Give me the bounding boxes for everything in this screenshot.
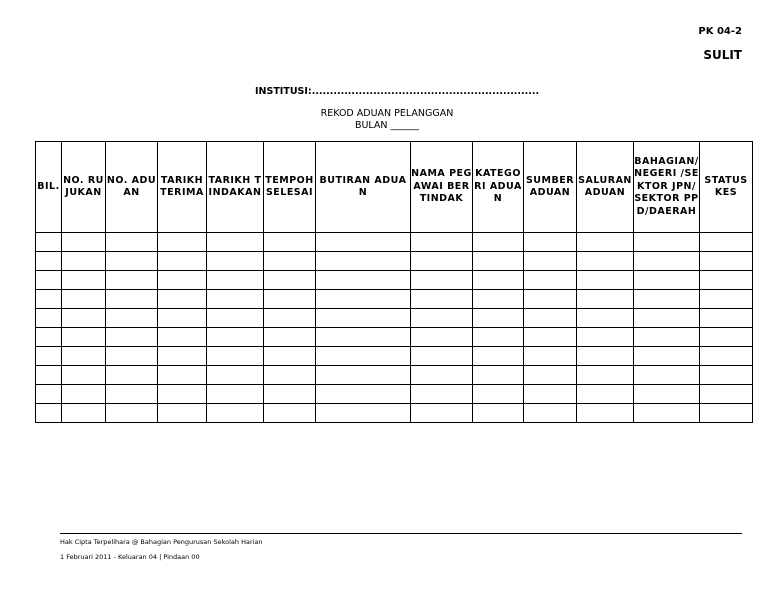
table-cell[interactable]	[411, 328, 473, 347]
table-cell[interactable]	[524, 271, 577, 290]
table-cell[interactable]	[62, 233, 106, 252]
table-cell[interactable]	[316, 252, 411, 271]
table-cell[interactable]	[106, 309, 158, 328]
column-header: TARIKH TERIMA	[158, 142, 207, 233]
table-row	[36, 347, 753, 366]
table-cell[interactable]	[634, 233, 700, 252]
table-row	[36, 252, 753, 271]
table-cell[interactable]	[473, 271, 524, 290]
column-header: KATEGORI ADUAN	[473, 142, 524, 233]
table-body	[36, 233, 753, 423]
table-cell[interactable]	[634, 347, 700, 366]
table-cell[interactable]	[207, 328, 264, 347]
table-cell[interactable]	[524, 309, 577, 328]
column-header: SUMBER ADUAN	[524, 142, 577, 233]
table-cell[interactable]	[36, 233, 62, 252]
table-cell[interactable]	[634, 328, 700, 347]
table-cell[interactable]	[411, 233, 473, 252]
table-cell[interactable]	[473, 290, 524, 309]
column-header: TARIKH TINDAKAN	[207, 142, 264, 233]
table-cell[interactable]	[36, 271, 62, 290]
table-cell[interactable]	[411, 404, 473, 423]
table-cell[interactable]	[36, 290, 62, 309]
table-cell[interactable]	[264, 252, 316, 271]
column-header: NAMA PEGAWAI BERTINDAK	[411, 142, 473, 233]
table-cell[interactable]	[158, 347, 207, 366]
table-cell[interactable]	[106, 347, 158, 366]
table-cell[interactable]	[207, 404, 264, 423]
table-cell[interactable]	[577, 271, 634, 290]
institution-field: INSTITUSI:...............................................................	[255, 86, 540, 97]
table-cell[interactable]	[264, 404, 316, 423]
form-title: REKOD ADUAN PELANGGAN	[320, 108, 454, 119]
table-row	[36, 328, 753, 347]
column-header: BAHAGIAN/ NEGERI /SEKTOR JPN/SEKTOR PPD/DAERAH	[634, 142, 700, 233]
table-cell[interactable]	[473, 385, 524, 404]
column-header: SALURAN ADUAN	[577, 142, 634, 233]
table-cell[interactable]	[411, 385, 473, 404]
table-row	[36, 271, 753, 290]
table-cell[interactable]	[634, 366, 700, 385]
table-row	[36, 366, 753, 385]
table-cell[interactable]	[473, 328, 524, 347]
table-cell[interactable]	[316, 309, 411, 328]
table-cell[interactable]	[158, 385, 207, 404]
column-header: NO. ADUAN	[106, 142, 158, 233]
table-cell[interactable]	[700, 309, 753, 328]
table-cell[interactable]	[264, 309, 316, 328]
table-cell[interactable]	[577, 252, 634, 271]
table-cell[interactable]	[106, 385, 158, 404]
table-cell[interactable]	[524, 366, 577, 385]
table-cell[interactable]	[634, 404, 700, 423]
table-cell[interactable]	[316, 290, 411, 309]
table-cell[interactable]	[106, 366, 158, 385]
table-cell[interactable]	[524, 252, 577, 271]
table-cell[interactable]	[106, 252, 158, 271]
table-cell[interactable]	[264, 366, 316, 385]
column-header: NO. RUJUKAN	[62, 142, 106, 233]
column-header: BIL.	[36, 142, 62, 233]
table-cell[interactable]	[264, 385, 316, 404]
table-cell[interactable]	[577, 309, 634, 328]
table-row	[36, 404, 753, 423]
table-cell[interactable]	[36, 347, 62, 366]
table-cell[interactable]	[158, 252, 207, 271]
complaint-record-table	[35, 141, 753, 423]
table-cell[interactable]	[634, 385, 700, 404]
footer-divider	[60, 533, 742, 534]
table-cell[interactable]	[473, 347, 524, 366]
table-cell[interactable]	[700, 252, 753, 271]
table-cell[interactable]	[106, 290, 158, 309]
table-cell[interactable]	[207, 290, 264, 309]
table-cell[interactable]	[577, 290, 634, 309]
table-row	[36, 233, 753, 252]
column-header: STATUS KES	[700, 142, 753, 233]
table-cell[interactable]	[316, 404, 411, 423]
header-row	[36, 142, 753, 233]
table-cell[interactable]	[524, 233, 577, 252]
table-cell[interactable]	[62, 252, 106, 271]
table-cell[interactable]	[106, 233, 158, 252]
table-cell[interactable]	[207, 233, 264, 252]
table-cell[interactable]	[62, 328, 106, 347]
table-cell[interactable]	[106, 404, 158, 423]
table-cell[interactable]	[577, 233, 634, 252]
table-cell[interactable]	[106, 328, 158, 347]
table-row	[36, 290, 753, 309]
table-cell[interactable]	[316, 233, 411, 252]
table-cell[interactable]	[316, 347, 411, 366]
table-cell[interactable]	[158, 328, 207, 347]
table-cell[interactable]	[264, 233, 316, 252]
table-cell[interactable]	[62, 404, 106, 423]
table-cell[interactable]	[158, 366, 207, 385]
table-cell[interactable]	[62, 290, 106, 309]
table-cell[interactable]	[411, 309, 473, 328]
table-cell[interactable]	[473, 252, 524, 271]
table-cell[interactable]	[700, 385, 753, 404]
table-cell[interactable]	[577, 385, 634, 404]
table-cell[interactable]	[158, 271, 207, 290]
table-cell[interactable]	[577, 404, 634, 423]
table-cell[interactable]	[577, 328, 634, 347]
table-cell[interactable]	[524, 385, 577, 404]
table-cell[interactable]	[316, 271, 411, 290]
table-cell[interactable]	[36, 328, 62, 347]
table-cell[interactable]	[207, 347, 264, 366]
table-cell[interactable]	[207, 309, 264, 328]
table-cell[interactable]	[36, 404, 62, 423]
table-cell[interactable]	[264, 347, 316, 366]
table-cell[interactable]	[473, 366, 524, 385]
table-row	[36, 385, 753, 404]
column-header: TEMPOH SELESAI	[264, 142, 316, 233]
table-cell[interactable]	[577, 347, 634, 366]
table-cell[interactable]	[106, 271, 158, 290]
month-field: BULAN ______	[354, 120, 420, 131]
table-cell[interactable]	[158, 290, 207, 309]
table-cell[interactable]	[62, 385, 106, 404]
table-cell[interactable]	[577, 366, 634, 385]
table-cell[interactable]	[207, 366, 264, 385]
table-cell[interactable]	[634, 271, 700, 290]
table-cell[interactable]	[700, 328, 753, 347]
table-cell[interactable]	[411, 347, 473, 366]
table-row	[36, 309, 753, 328]
table-cell[interactable]	[62, 309, 106, 328]
table-cell[interactable]	[62, 366, 106, 385]
table-cell[interactable]	[207, 385, 264, 404]
table-cell[interactable]	[158, 233, 207, 252]
column-header: BUTIRAN ADUAN	[316, 142, 411, 233]
table-cell[interactable]	[36, 309, 62, 328]
table-cell[interactable]	[700, 366, 753, 385]
document-code: PK 04-2	[698, 26, 742, 37]
table-cell[interactable]	[473, 309, 524, 328]
form-title-block	[300, 108, 474, 132]
table-cell[interactable]	[36, 252, 62, 271]
table-cell[interactable]	[264, 290, 316, 309]
table-cell[interactable]	[473, 233, 524, 252]
table-cell[interactable]	[264, 271, 316, 290]
table-cell[interactable]	[411, 366, 473, 385]
table-cell[interactable]	[634, 252, 700, 271]
table-cell[interactable]	[524, 290, 577, 309]
footer-copyright: Hak Cipta Terpelihara @ Bahagian Pengurusan Sekolah Harian	[60, 538, 263, 546]
table-cell[interactable]	[62, 347, 106, 366]
table-cell[interactable]	[700, 233, 753, 252]
table-cell[interactable]	[700, 347, 753, 366]
table-cell[interactable]	[411, 290, 473, 309]
table-cell[interactable]	[634, 290, 700, 309]
table-cell[interactable]	[36, 385, 62, 404]
table-cell[interactable]	[62, 271, 106, 290]
table-cell[interactable]	[316, 366, 411, 385]
table-cell[interactable]	[36, 366, 62, 385]
table-cell[interactable]	[207, 252, 264, 271]
table-cell[interactable]	[316, 385, 411, 404]
table-cell[interactable]	[158, 309, 207, 328]
table-cell[interactable]	[524, 347, 577, 366]
table-cell[interactable]	[207, 271, 264, 290]
classification-label: SULIT	[703, 48, 742, 62]
table-cell[interactable]	[158, 404, 207, 423]
table-cell[interactable]	[411, 252, 473, 271]
table-cell[interactable]	[524, 404, 577, 423]
table-cell[interactable]	[264, 328, 316, 347]
table-cell[interactable]	[700, 271, 753, 290]
table-cell[interactable]	[700, 290, 753, 309]
footer-edition: 1 Februari 2011 - Keluaran 04 | Pindaan 00	[60, 553, 200, 561]
table-cell[interactable]	[473, 404, 524, 423]
table-cell[interactable]	[411, 271, 473, 290]
table-cell[interactable]	[316, 328, 411, 347]
table-cell[interactable]	[634, 309, 700, 328]
table-cell[interactable]	[524, 328, 577, 347]
table-cell[interactable]	[700, 404, 753, 423]
